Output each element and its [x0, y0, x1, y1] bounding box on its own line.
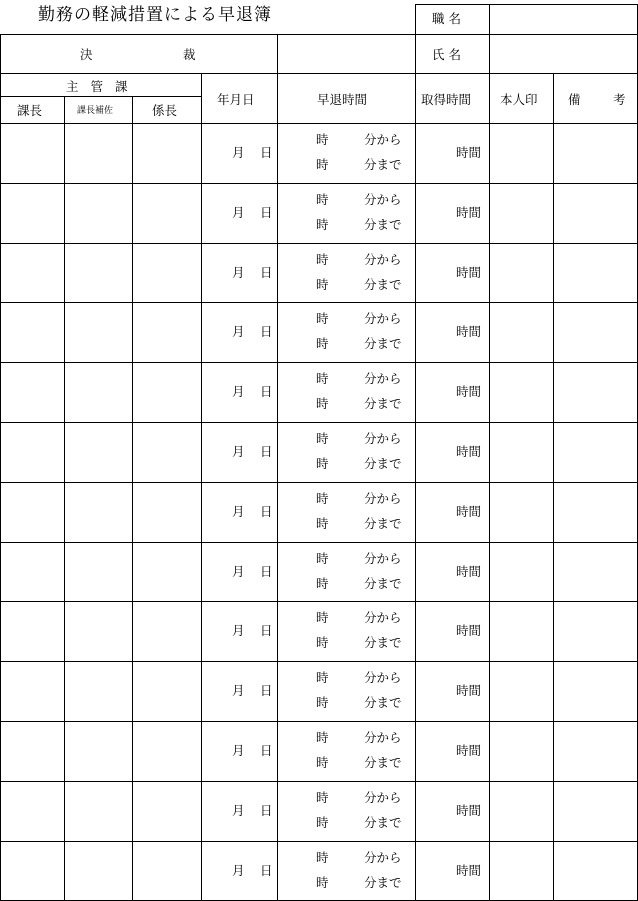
- row-month: 月: [232, 265, 245, 280]
- grid-line: [277, 73, 278, 900]
- row-hour-until: 時: [316, 755, 329, 770]
- row-month: 月: [232, 743, 245, 758]
- row-from: 分から: [364, 730, 402, 745]
- grid-line: [0, 123, 638, 124]
- grid-line: [0, 482, 638, 483]
- grid-line: [0, 721, 638, 722]
- label-date: 年月日: [217, 92, 255, 107]
- row-from: 分から: [364, 850, 402, 865]
- row-hours: 時間: [456, 324, 482, 339]
- row-until: 分まで: [364, 277, 402, 292]
- row-until: 分まで: [364, 576, 402, 591]
- grid-line: [0, 96, 201, 97]
- row-from: 分から: [364, 371, 402, 386]
- row-hour-from: 時: [316, 610, 329, 625]
- row-from: 分から: [364, 311, 402, 326]
- row-month: 月: [232, 803, 245, 818]
- row-from: 分から: [364, 670, 402, 685]
- row-hours: 時間: [456, 384, 482, 399]
- grid-line: [489, 4, 490, 73]
- row-hour-until: 時: [316, 336, 329, 351]
- label-biko-1: 備: [568, 92, 581, 107]
- label-shimei: 氏 名: [432, 47, 461, 62]
- row-hour-from: 時: [316, 252, 329, 267]
- row-until: 分まで: [364, 336, 402, 351]
- label-shokumei: 職 名: [432, 11, 461, 26]
- row-hour-from: 時: [316, 790, 329, 805]
- row-hour-from: 時: [316, 850, 329, 865]
- label-biko-2: 考: [613, 92, 626, 107]
- row-hour-from: 時: [316, 192, 329, 207]
- row-until: 分まで: [364, 875, 402, 890]
- row-hour-from: 時: [316, 551, 329, 566]
- row-hours: 時間: [456, 504, 482, 519]
- row-hour-from: 時: [316, 132, 329, 147]
- row-month: 月: [232, 444, 245, 459]
- row-from: 分から: [364, 431, 402, 446]
- row-until: 分まで: [364, 217, 402, 232]
- row-month: 月: [232, 384, 245, 399]
- row-day: 日: [260, 743, 273, 758]
- row-until: 分まで: [364, 516, 402, 531]
- page-title: 勤務の軽減措置による早退簿: [38, 5, 272, 25]
- row-until: 分まで: [364, 695, 402, 710]
- row-from: 分から: [364, 192, 402, 207]
- row-until: 分まで: [364, 815, 402, 830]
- row-day: 日: [260, 145, 273, 160]
- grid-line: [0, 73, 638, 74]
- row-day: 日: [260, 205, 273, 220]
- grid-line: [64, 96, 65, 900]
- grid-line: [0, 601, 638, 602]
- row-until: 分まで: [364, 635, 402, 650]
- row-until: 分まで: [364, 157, 402, 172]
- row-from: 分から: [364, 790, 402, 805]
- row-hour-until: 時: [316, 217, 329, 232]
- row-hours: 時間: [456, 623, 482, 638]
- row-hour-until: 時: [316, 576, 329, 591]
- grid-line: [553, 73, 554, 900]
- row-day: 日: [260, 384, 273, 399]
- row-month: 月: [232, 205, 245, 220]
- grid-line: [415, 4, 637, 5]
- row-from: 分から: [364, 132, 402, 147]
- grid-line: [0, 34, 1, 900]
- row-hour-from: 時: [316, 431, 329, 446]
- row-hour-from: 時: [316, 371, 329, 386]
- row-day: 日: [260, 623, 273, 638]
- grid-line: [201, 73, 202, 900]
- row-hours: 時間: [456, 803, 482, 818]
- grid-line: [0, 243, 638, 244]
- row-day: 日: [260, 265, 273, 280]
- row-from: 分から: [364, 491, 402, 506]
- row-hour-until: 時: [316, 277, 329, 292]
- grid-line: [0, 841, 638, 842]
- grid-line: [0, 781, 638, 782]
- row-until: 分まで: [364, 755, 402, 770]
- row-hour-until: 時: [316, 456, 329, 471]
- row-month: 月: [232, 324, 245, 339]
- label-kacho-hosa: 課長補佐: [77, 106, 114, 116]
- row-hours: 時間: [456, 564, 482, 579]
- row-hour-from: 時: [316, 491, 329, 506]
- grid-line: [0, 422, 638, 423]
- row-from: 分から: [364, 610, 402, 625]
- row-day: 日: [260, 324, 273, 339]
- row-hour-until: 時: [316, 815, 329, 830]
- row-month: 月: [232, 145, 245, 160]
- label-shukan-ka: 主 管 課: [66, 79, 132, 94]
- row-hour-until: 時: [316, 695, 329, 710]
- grid-line: [0, 183, 638, 184]
- row-day: 日: [260, 803, 273, 818]
- row-month: 月: [232, 683, 245, 698]
- row-from: 分から: [364, 551, 402, 566]
- grid-line: [0, 302, 638, 303]
- row-month: 月: [232, 564, 245, 579]
- row-hours: 時間: [456, 444, 482, 459]
- row-month: 月: [232, 863, 245, 878]
- grid-line: [489, 73, 490, 900]
- grid-line: [0, 34, 638, 35]
- row-hour-until: 時: [316, 875, 329, 890]
- row-day: 日: [260, 444, 273, 459]
- grid-line: [0, 362, 638, 363]
- label-kacho: 課長: [17, 103, 43, 118]
- label-shutoku-jikan: 取得時間: [421, 92, 472, 107]
- row-day: 日: [260, 504, 273, 519]
- row-until: 分まで: [364, 456, 402, 471]
- row-month: 月: [232, 504, 245, 519]
- row-hours: 時間: [456, 863, 482, 878]
- grid-line: [277, 34, 278, 73]
- row-hour-until: 時: [316, 157, 329, 172]
- row-until: 分まで: [364, 396, 402, 411]
- row-day: 日: [260, 863, 273, 878]
- row-month: 月: [232, 623, 245, 638]
- row-hour-until: 時: [316, 516, 329, 531]
- label-kakaricho: 係長: [152, 103, 178, 118]
- row-day: 日: [260, 564, 273, 579]
- row-hour-until: 時: [316, 396, 329, 411]
- row-hours: 時間: [456, 743, 482, 758]
- label-soutai-jikan: 早退時間: [317, 92, 368, 107]
- label-kessai-2: 裁: [183, 47, 196, 62]
- grid-line: [0, 661, 638, 662]
- row-hour-until: 時: [316, 635, 329, 650]
- grid-line: [0, 542, 638, 543]
- row-hour-from: 時: [316, 730, 329, 745]
- row-hours: 時間: [456, 265, 482, 280]
- row-hour-from: 時: [316, 670, 329, 685]
- label-kessai-1: 決: [80, 47, 93, 62]
- row-day: 日: [260, 683, 273, 698]
- row-hours: 時間: [456, 205, 482, 220]
- grid-line: [415, 73, 416, 900]
- row-from: 分から: [364, 252, 402, 267]
- row-hour-from: 時: [316, 311, 329, 326]
- label-honnin-in: 本人印: [500, 92, 538, 107]
- grid-line: [132, 96, 133, 900]
- row-hours: 時間: [456, 683, 482, 698]
- row-hours: 時間: [456, 145, 482, 160]
